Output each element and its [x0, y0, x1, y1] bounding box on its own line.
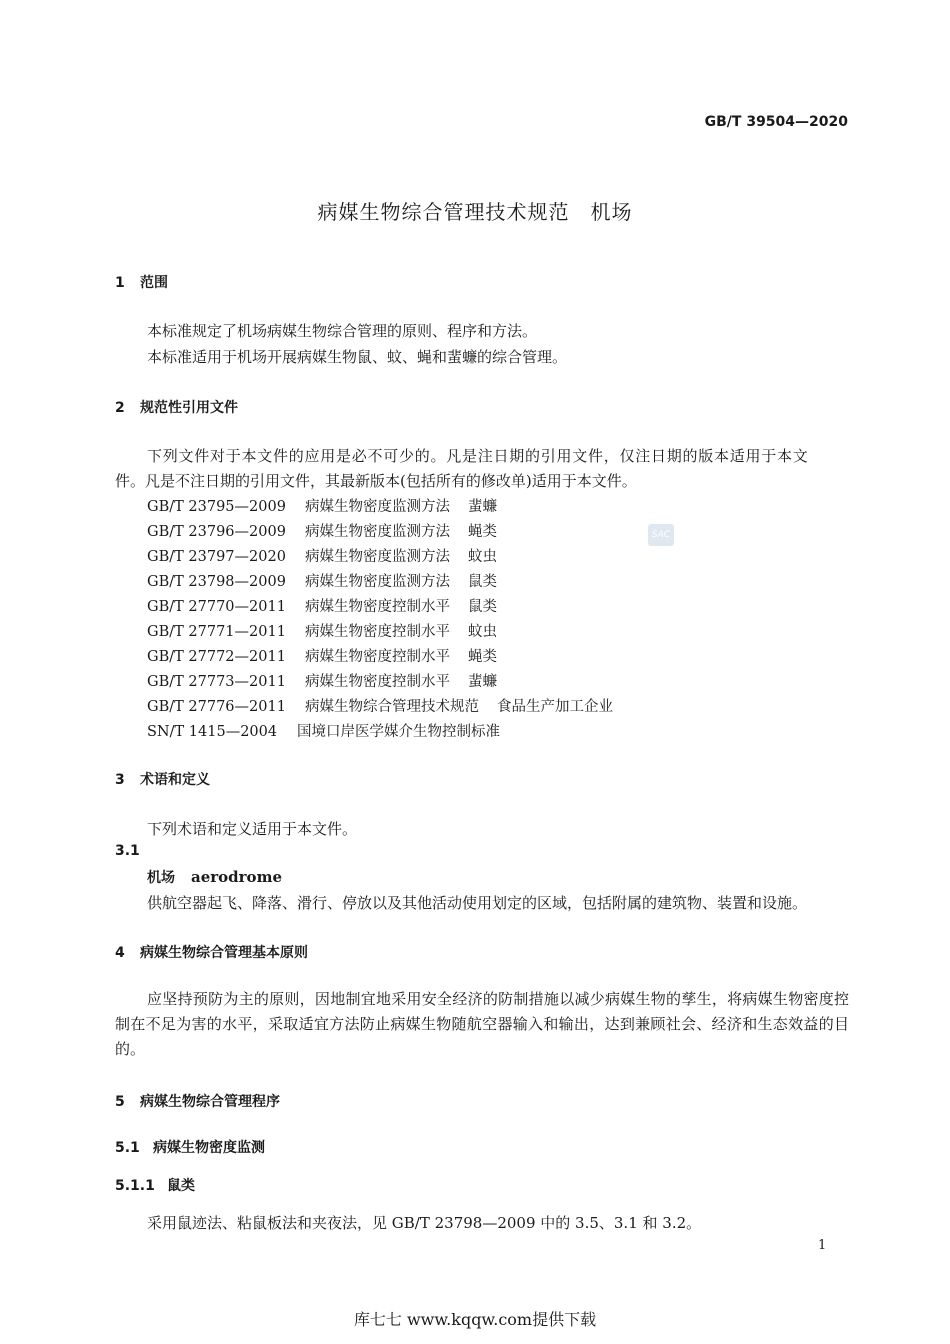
reference-item	[147, 520, 497, 541]
reference-subtitle: 鼠类	[468, 574, 497, 590]
section-5-1-1-heading	[115, 1175, 195, 1195]
principles-paragraph: 应坚持预防为主的原则，因地制宜地采用安全经济的防制措施以减少病媒生物的孳生，将病媒生物密度控制在不足为害的水平，采取适宜方法防止病媒生物随航空器输入和输出，达到兼顾社会、经济和生态效益的目的。	[115, 990, 849, 1058]
section-3-heading	[115, 769, 210, 789]
references-intro-line-1: 下列文件对于本文件的应用是必不可少的。凡是注日期的引用文件，仅注日期的版本适用于本文	[147, 447, 809, 465]
document-title: 病媒生物综合管理技术规范 机场	[317, 200, 633, 224]
references-intro-line-2: 件。凡是不注日期的引用文件，其最新版本(包括所有的修改单)适用于本文件。	[115, 472, 637, 490]
page-number: 1	[818, 1238, 827, 1253]
section-title: 病媒生物密度监测	[153, 1140, 265, 1156]
section-5-1-heading	[115, 1137, 265, 1157]
section-number: 1	[115, 275, 125, 291]
reference-code: GB/T 27771—2011	[147, 624, 286, 640]
section-1-heading	[115, 272, 168, 292]
section-number: 3	[115, 772, 125, 788]
reference-subtitle: 蝇类	[468, 649, 497, 665]
reference-title: 病媒生物密度控制水平	[305, 649, 450, 665]
reference-code: GB/T 23797—2020	[147, 549, 286, 565]
reference-item	[147, 595, 497, 616]
term-chinese: 机场	[147, 870, 175, 886]
section-number: 5.1	[115, 1140, 140, 1156]
reference-item	[147, 620, 497, 641]
reference-item	[147, 495, 497, 516]
reference-code: GB/T 27772—2011	[147, 649, 286, 665]
standard-code: GB/T 39504—2020	[704, 114, 848, 130]
reference-item	[147, 570, 497, 591]
reference-title: 病媒生物综合管理技术规范	[305, 699, 479, 715]
term-english: aerodrome	[191, 868, 282, 886]
reference-item	[147, 645, 497, 666]
reference-subtitle: 蝇类	[468, 524, 497, 540]
reference-code: GB/T 27776—2011	[147, 699, 286, 715]
reference-code: SN/T 1415—2004	[147, 724, 278, 740]
reference-subtitle: 食品生产加工企业	[497, 699, 613, 715]
section-number: 2	[115, 400, 125, 416]
reference-title: 病媒生物密度控制水平	[305, 674, 450, 690]
section-title: 鼠类	[167, 1178, 195, 1194]
reference-title: 病媒生物密度控制水平	[305, 624, 450, 640]
footer-download-note: 库七七 www.kqqw.com提供下载	[353, 1310, 597, 1329]
term-entry	[147, 867, 282, 887]
reference-title: 病媒生物密度监测方法	[305, 499, 450, 515]
section-5-heading	[115, 1091, 280, 1111]
section-title: 范围	[140, 275, 168, 291]
reference-subtitle: 蜚蠊	[468, 499, 497, 515]
terms-intro: 下列术语和定义适用于本文件。	[147, 820, 358, 838]
section-title: 规范性引用文件	[140, 400, 238, 416]
section-2-heading	[115, 397, 238, 417]
scope-paragraph-1: 本标准规定了机场病媒生物综合管理的原则、程序和方法。	[147, 322, 538, 340]
reference-subtitle: 蚊虫	[468, 549, 497, 565]
rodent-methods-text: 采用鼠迹法、粘鼠板法和夹夜法，见 GB/T 23798—2009 中的 3.5、3.1 和 3.2。	[147, 1214, 702, 1232]
scope-paragraph-2: 本标准适用于机场开展病媒生物鼠、蚊、蝇和蜚蠊的综合管理。	[147, 348, 568, 366]
section-number: 5.1.1	[115, 1178, 155, 1194]
section-title: 术语和定义	[140, 772, 210, 788]
reference-title: 病媒生物密度监测方法	[305, 574, 450, 590]
reference-item	[147, 695, 613, 716]
section-number: 5	[115, 1094, 125, 1110]
reference-code: GB/T 27770—2011	[147, 599, 286, 615]
section-title: 病媒生物综合管理基本原则	[140, 945, 308, 961]
section-title: 病媒生物综合管理程序	[140, 1094, 280, 1110]
reference-subtitle: 蚊虫	[468, 624, 497, 640]
reference-title: 病媒生物密度监测方法	[305, 549, 450, 565]
reference-code: GB/T 23796—2009	[147, 524, 286, 540]
watermark-logo: SAC	[648, 524, 674, 546]
reference-item	[147, 720, 500, 741]
reference-code: GB/T 27773—2011	[147, 674, 286, 690]
section-4-heading	[115, 942, 308, 962]
reference-title: 国境口岸医学媒介生物控制标准	[297, 724, 500, 740]
reference-item	[147, 670, 497, 691]
section-number: 4	[115, 945, 125, 961]
reference-subtitle: 鼠类	[468, 599, 497, 615]
reference-code: GB/T 23798—2009	[147, 574, 286, 590]
reference-code: GB/T 23795—2009	[147, 499, 286, 515]
reference-subtitle: 蜚蠊	[468, 674, 497, 690]
term-number: 3.1	[115, 843, 140, 859]
reference-item	[147, 545, 497, 566]
reference-title: 病媒生物密度控制水平	[305, 599, 450, 615]
term-definition: 供航空器起飞、降落、滑行、停放以及其他活动使用划定的区域，包括附属的建筑物、装置和设施。	[147, 894, 808, 912]
reference-title: 病媒生物密度监测方法	[305, 524, 450, 540]
